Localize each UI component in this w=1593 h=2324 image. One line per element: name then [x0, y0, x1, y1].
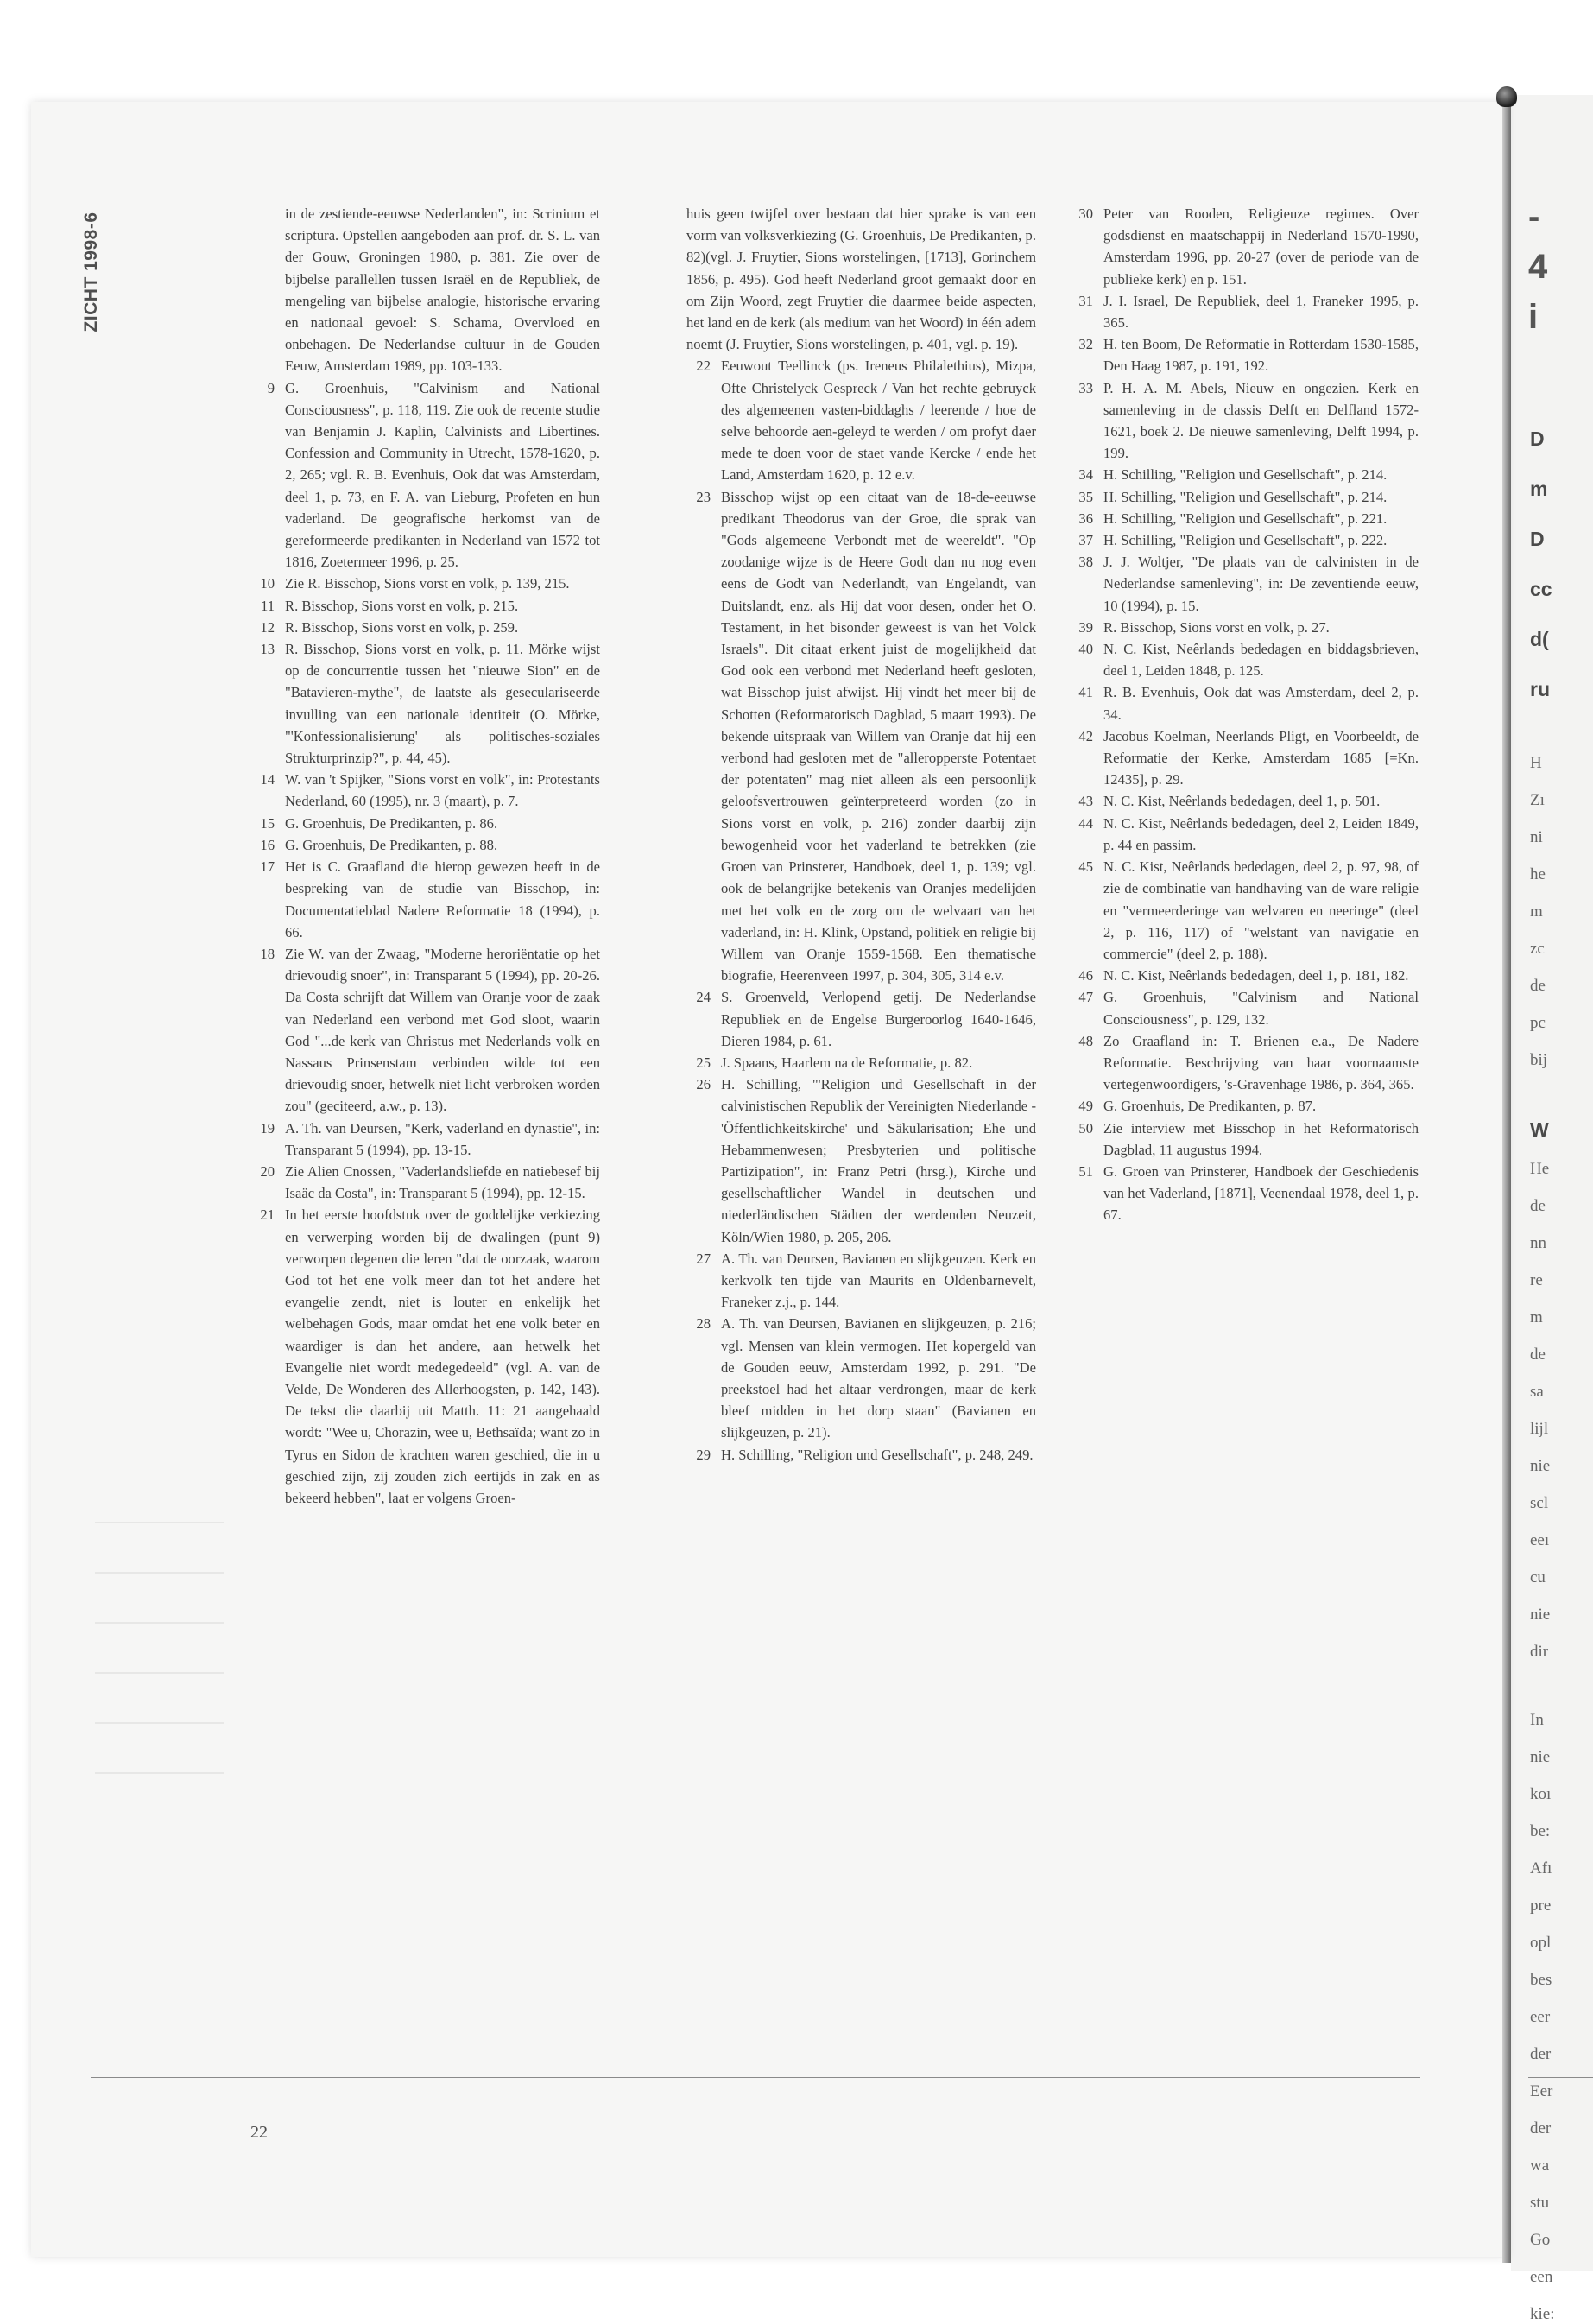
endnote: [1069, 508, 1419, 529]
next-page-fragment: Zı: [1530, 791, 1545, 809]
endnote-text: G. Groenhuis, De Predikanten, p. 87.: [1103, 1098, 1317, 1115]
endnote-number: 35: [1078, 488, 1093, 505]
next-page-fragment: scl: [1530, 1494, 1549, 1512]
next-page-fragment: re: [1530, 1271, 1543, 1289]
endnote: [686, 986, 1036, 1052]
endnote: [1069, 333, 1419, 377]
endnote: [1069, 551, 1419, 617]
next-page-fragment: wa: [1530, 2156, 1550, 2175]
next-page-fragment: cu: [1530, 1568, 1546, 1586]
next-page-fragment: een: [1530, 2268, 1553, 2286]
endnote-text: R. Bisschop, Sions vorst en volk, p. 259.: [285, 618, 519, 636]
next-page-fragment: m: [1530, 902, 1543, 921]
endnote-text: N. C. Kist, Neêrlands bededagen, deel 1, p. 501.: [1103, 793, 1381, 810]
next-page-fragment: H: [1530, 754, 1542, 772]
endnote-text: H. Schilling, "'Religion und Gesellschaft in der calvinistischen Republik der Vereinigten Niederlande - 'Öffentlichkeitskirche' und Säkularisation; Ehe und Hebammenwesen; Presbyterien und politische Partizipation", in: Franz Petri (hrsg.), Kirche und gesellschaftlicher Wandel in deutschen und niederländischen Städten der werdenden Neuzeit, Köln/Wien 1980, p. 205, 206.: [721, 1076, 1036, 1245]
endnote-number: 34: [1078, 466, 1093, 484]
endnote: [1069, 813, 1419, 856]
journal-tag: [79, 186, 104, 358]
next-page-heading-line: -: [1528, 198, 1540, 236]
next-page-fragment: nie: [1530, 1457, 1551, 1475]
endnote: [686, 1313, 1036, 1443]
endnote-text: J. I. Israel, De Republiek, deel 1, Franeker 1995, p. 365.: [1103, 292, 1419, 332]
next-page-fragment: W: [1530, 1118, 1549, 1141]
endnote-number: 15: [260, 814, 275, 832]
next-page-fragment: koı: [1530, 1785, 1552, 1803]
endnote-text: In het eerste hoofdstuk over de goddelijke verkiezing en verwerping worden bij de dwalingen (punt 9) verworpen degenen die leren "dat de oorzaak, waarom God tot het ene volk meer dan tot het andere het evangelie zendt, niet is louter en enkelijk het welbehagen Gods, maar omdat het ene volk beter en waardiger is dan het andere, aan hetwelk het Evangelie niet wordt medegedeeld" (vgl. A. van de Velde, De Wonderen des Allerhoogsten, p. 142, 143). De tekst die daarbij uit Matth. 11: 21 aangehaald wordt: "Wee u, Chorazin, wee u, Bethsaïda; want zo in Tyrus en Sidon de krachten waren geschied, die in u geschied zijn, zij zouden zich eertijds in zak en as bekeerd hebben", laat er volgens Groen-: [285, 1206, 600, 1506]
next-page-fragment: nie: [1530, 1605, 1551, 1624]
endnote-text: G. Groenhuis, "Calvinism and National Consciousness", p. 129, 132.: [1103, 989, 1419, 1028]
endnote-number: 26: [696, 1076, 711, 1093]
next-page-fragment: be:: [1530, 1822, 1551, 1840]
endnote: [1069, 986, 1419, 1029]
endnote-number: 46: [1078, 967, 1093, 985]
endnote-number: 29: [696, 1446, 711, 1463]
show-through: [95, 1722, 224, 1724]
next-page-fragment: lijl: [1530, 1420, 1549, 1438]
endnote-text: H. ten Boom, De Reformatie in Rotterdam 1530-1585, Den Haag 1987, p. 191, 192.: [1103, 336, 1419, 375]
endnote-number: 51: [1078, 1162, 1093, 1180]
endnote: [1069, 1030, 1419, 1096]
endnote-number: 18: [260, 945, 275, 962]
endnote-number: 50: [1078, 1119, 1093, 1137]
endnote: [1069, 529, 1419, 551]
next-page-fragment: sa: [1530, 1383, 1544, 1401]
endnote-text: H. Schilling, "Religion und Gesellschaft", p. 214.: [1103, 488, 1388, 505]
endnote-number: 13: [260, 641, 275, 658]
endnote-text: Peter van Rooden, Religieuze regimes. Over godsdienst en maatschappij in Nederland 1570-1990, Amsterdam 1996, pp. 20-27 (over de periode van de publieke kerk) en p. 151.: [1103, 206, 1419, 288]
endnote-number: 17: [260, 858, 275, 876]
next-page-fragment: de: [1530, 1346, 1546, 1364]
endnote-text: Jacobus Koelman, Neerlands Pligt, en Voorbeeldt, de Reformatie der Kerke, Amsterdam 1685 [=Kn. 12435], p. 29.: [1103, 727, 1419, 788]
notes-column-3: [1069, 203, 1419, 1226]
endnote-number: 47: [1078, 989, 1093, 1006]
endnote: [250, 943, 600, 1118]
endnote: [686, 1444, 1036, 1466]
show-through: [95, 1572, 224, 1574]
next-page-fragment: eer: [1530, 2008, 1551, 2026]
endnote-text: G. Groenhuis, De Predikanten, p. 88.: [285, 836, 498, 853]
next-page-fragment: m: [1530, 1308, 1543, 1327]
endnote-text: Bisschop wijst op een citaat van de 18-de-eeuwse predikant Theodorus van der Groe, die sprak van "Gods algemeene Verbondt met de weereldt". "Op zoodanige wijze is de Heere Godt dan nu nog even eens de Godt van Nederlandt, van Engelandt, van Duitslandt, enz. als Hij dat voor desen, onder het O. Testament, in het bisonder geweest is van het Volck Israels". Dit citaat erkent juist de mogelijkheid dat God ook een verbond met Nederland heeft gesloten, wat Bisschop juist afwijst. Hij vindt het meer bij de Schotten (Reformatorisch Dagblad, 5 maart 1993). De bekende uitspraak van Willem van Oranje dat hij een verbond had gesloten met de "alleropperste Potentaet der potentaten" mag niet alleen als een persoonlijk geloofsvertrouwen geïnterpreteerd worden (zo in Sions vorst en volk, p. 216) zonder daarbij zijn bewogenheid voor het vaderland te betrekken (zie Groen van Prinsterer, Handboek, deel 1, p. 139; vgl. ook de belangrijke betekenis van Oranjes medelijden met het volk en de zorg om de welvaart van het vaderland, in: H. Klink, Opstand, politiek en religie bij Willem van Oranje 1559-1568. Een thematische biografie, Heerenveen 1997, p. 304, 305, 314 e.v.: [721, 488, 1036, 985]
endnote: [250, 769, 600, 812]
endnote-text: R. Bisschop, Sions vorst en volk, p. 11. Mörke wijst op de concurrentie tussen het "nieuwe Sion" en de "Batavieren-mythe", de laatste als geseculariseerde invulling van een nationale identiteit (O. Mörke, "'Konfessionalisierung' als politisches-soziales Strukturprinzip?", p. 44, 45).: [285, 641, 600, 767]
endnote: [1069, 1161, 1419, 1226]
next-page-fragment: der: [1530, 2045, 1552, 2063]
next-page-fragment: der: [1530, 2119, 1552, 2137]
endnote-number: 12: [260, 618, 275, 636]
endnote-number: 42: [1078, 727, 1093, 744]
endnote-number: 19: [260, 1119, 275, 1137]
endnote-text: G. Groen van Prinsterer, Handboek der Geschiedenis van het Vaderland, [1871], Veenendaal 1978, deel 1, p. 67.: [1103, 1162, 1419, 1224]
endnote-text: N. C. Kist, Neêrlands bededagen, deel 1, p. 181, 182.: [1103, 967, 1409, 985]
next-page-fragment: D: [1530, 427, 1545, 450]
endnote-number: 27: [696, 1250, 711, 1267]
endnote: [250, 638, 600, 769]
next-page-fragment: cc: [1530, 578, 1552, 600]
endnote: [250, 377, 600, 573]
next-page-heading-line: 4: [1528, 248, 1548, 286]
endnote-text: A. Th. van Deursen, Bavianen en slijkgeuzen. Kerk en kerkvolk ten tijde van Maurits en Oldenbarnevelt, Franeker z.j., p. 144.: [721, 1250, 1036, 1311]
endnote-text: P. H. A. M. Abels, Nieuw en ongezien. Kerk en samenleving in de classis Delft en Delfland 1572-1621, boek 2. De nieuwe samenleving, Delft 1994, p. 199.: [1103, 379, 1419, 462]
next-page-heading: [1528, 192, 1547, 342]
endnote-text: R. Bisschop, Sions vorst en volk, p. 27.: [1103, 618, 1330, 636]
endnote: [1069, 464, 1419, 485]
endnote-number: 28: [696, 1315, 711, 1333]
endnote-number: 9: [267, 379, 275, 396]
endnote-number: 38: [1078, 554, 1093, 571]
endnote: [250, 1204, 600, 1509]
next-page-fragment: nn: [1530, 1234, 1546, 1252]
endnote-number: 33: [1078, 379, 1093, 396]
endnote-number: 11: [261, 597, 275, 614]
endnote: [250, 834, 600, 856]
endnote-text: G. Groenhuis, De Predikanten, p. 86.: [285, 814, 498, 832]
book-spine: [1502, 95, 1511, 2263]
endnote-text: Het is C. Graafland die hierop gewezen heeft in de bespreking van de studie van Bisschop, in: Documentatieblad Nadere Reformatie 18 (1994), p. 66.: [285, 858, 600, 940]
endnote: [1069, 203, 1419, 290]
endnote: [1069, 790, 1419, 812]
endnote-number: 31: [1078, 292, 1093, 309]
endnote: [250, 1161, 600, 1204]
endnote: [1069, 377, 1419, 465]
endnote-text: Zie R. Bisschop, Sions vorst en volk, p. 139, 215.: [285, 575, 570, 592]
endnote: [250, 573, 600, 594]
endnote: [250, 617, 600, 638]
endnote-text: H. Schilling, "Religion und Gesellschaft", p. 221.: [1103, 510, 1388, 527]
show-through: [95, 1622, 224, 1624]
endnote-number: 30: [1078, 206, 1093, 222]
next-page-edge: [1511, 95, 1593, 2271]
endnote-number: 25: [696, 1054, 711, 1071]
endnote: [250, 1118, 600, 1161]
next-page-fragment: stu: [1530, 2194, 1550, 2212]
next-page-heading-line: i: [1528, 298, 1539, 336]
journal-tag-text: ZICHT 1998-6: [81, 212, 101, 332]
endnote-text: R. Bisschop, Sions vorst en volk, p. 215.: [285, 597, 519, 614]
notes-column-2: [686, 203, 1036, 1466]
binding-pin-icon: [1496, 86, 1517, 107]
next-page-fragment: pre: [1530, 1897, 1552, 1915]
endnote-number: 22: [696, 358, 711, 375]
endnote: [1069, 725, 1419, 791]
endnote-number: 41: [1078, 684, 1093, 701]
next-page-fragment: he: [1530, 865, 1546, 883]
next-page-fragment: opl: [1530, 1934, 1552, 1952]
endnote-text: Zie interview met Bisschop in het Reformatorisch Dagblad, 11 augustus 1994.: [1103, 1119, 1419, 1158]
endnote-text: S. Groenveld, Verlopend getij. De Nederlandse Republiek en de Engelse Burgeroorlog 1640-1646, Dieren 1984, p. 61.: [721, 989, 1036, 1049]
next-page-fragment: nie: [1530, 1748, 1551, 1766]
endnote: [686, 355, 1036, 485]
endnote: [1069, 1095, 1419, 1117]
next-page-fragment: ni: [1530, 828, 1543, 846]
next-page-rule: [1528, 2077, 1593, 2078]
notes-column-1: [250, 203, 600, 1509]
endnote-text: H. Schilling, "Religion und Gesellschaft", p. 222.: [1103, 532, 1388, 549]
endnote: [1069, 486, 1419, 508]
endnote-text: W. van 't Spijker, "Sions vorst en volk", in: Protestants Nederland, 60 (1995), nr. 3 (maart), p. 7.: [285, 771, 600, 810]
next-page-fragment: Go: [1530, 2231, 1551, 2249]
endnote: [250, 595, 600, 617]
endnote-number: 39: [1078, 618, 1093, 636]
next-page-fragment: zc: [1530, 940, 1545, 958]
endnote-number: 21: [260, 1206, 275, 1224]
endnote-number: 36: [1078, 510, 1093, 527]
endnote-number: 44: [1078, 814, 1093, 832]
endnote-text: Zie Alien Cnossen, "Vaderlandsliefde en natiebesef bij Isaäc da Costa", in: Transparant 5 (1994), pp. 12-15.: [285, 1162, 600, 1202]
endnote: [1069, 1118, 1419, 1161]
endnote-number: 24: [696, 989, 711, 1006]
endnote: [686, 1073, 1036, 1248]
endnote: [250, 813, 600, 834]
endnote-number: 48: [1078, 1032, 1093, 1049]
endnote: [250, 203, 600, 377]
next-page-fragment: In: [1530, 1711, 1544, 1729]
endnote-text: J. J. Woltjer, "De plaats van de calvinisten in de Nederlandse samenleving", in: De zeventiende eeuw, 10 (1994), p. 15.: [1103, 554, 1419, 614]
endnote-number: 16: [260, 836, 275, 853]
next-page-fragment: D: [1530, 528, 1545, 550]
next-page-fragment: eeı: [1530, 1531, 1550, 1549]
endnote-text: Eeuwout Teellinck (ps. Ireneus Philalethius), Mizpa, Ofte Christelyck Gespreck / Van het rechte gebruyck des algemeenen vasten-biddaghs / leerende / hoe de selve behoorde aen-geleyd te werden / om profyt daer mede te doen voor de staet vande Kercke / ende het Land, Amsterdam 1620, p. 12 e.v.: [721, 358, 1036, 484]
next-page-fragment: m: [1530, 478, 1548, 500]
next-page-fragment: pc: [1530, 1014, 1546, 1032]
endnote: [686, 1052, 1036, 1073]
next-page-fragment: kie:: [1530, 2305, 1555, 2323]
show-through: [95, 1522, 224, 1523]
next-page-fragment: Afı: [1530, 1859, 1552, 1878]
footer-rule: [91, 2077, 1420, 2078]
endnote-text: Zo Graafland in: T. Brienen e.a., De Nadere Reformatie. Beschrijving van haar voornaamste vertegenwoordigers, 's-Gravenhage 1986, p. 364, 365.: [1103, 1032, 1419, 1093]
endnote-number: 20: [260, 1162, 275, 1180]
endnote-text: Zie W. van der Zwaag, "Moderne heroriëntatie op het drievoudig snoer", in: Transparant 5 (1994), pp. 20-26. Da Costa schrijft dat Willem van Oranje voor de zaak van Nederland een verbond met God sloot, waarin God "...de kerk van Christus met Nederlands volk en Nassaus Prinsenstam verbinden wilde tot een drievoudig snoer, hetwelk niet licht verbroken worden zou" (geciteerd, a.w., p. 13).: [285, 945, 600, 1115]
endnote: [1069, 681, 1419, 725]
endnote-text: G. Groenhuis, "Calvinism and National Consciousness", p. 118, 119. Zie ook de recente studie van Benjamin J. Kaplin, Calvinists and Libertines. Confession and Community in Utrecht, 1578-1620, p. 2, 265; vgl. R. B. Evenhuis, Ook dat was Amsterdam, deel 1, p. 73, en F. A. van Lieburg, Profeten en hun vaderland. De geografische herkomst van de gereformeerde predikanten in Nederland van 1572 tot 1816, Zoetermeer 1996, p. 25.: [285, 379, 600, 571]
next-page-fragment: dir: [1530, 1643, 1549, 1661]
endnote: [250, 856, 600, 943]
endnote-number: 14: [260, 771, 275, 788]
endnote-number: 23: [696, 488, 711, 505]
next-page-fragment: bij: [1530, 1051, 1548, 1069]
endnote-text: in de zestiende-eeuwse Nederlanden", in: Scrinium et scriptura. Opstellen aangeboden aan prof. dr. S. L. van der Gouw, Groningen 1980, p. 381. Zie over de bijbelse parallellen tussen Israël en de Republiek, de mengeling van bijbelse analogie, historische ervaring en nationaal gevoel: S. Schama, Overvloed en onbehagen. De Nederlandse cultuur in de Gouden Eeuw, Amsterdam 1989, pp. 103-133.: [285, 206, 600, 375]
next-page-fragment: Eer: [1530, 2082, 1553, 2100]
endnote-text: H. Schilling, "Religion und Gesellschaft", p. 214.: [1103, 466, 1388, 484]
endnote: [1069, 638, 1419, 681]
endnote-text: A. Th. van Deursen, "Kerk, vaderland en dynastie", in: Transparant 5 (1994), pp. 13-15.: [285, 1119, 600, 1158]
endnote: [686, 1248, 1036, 1314]
endnote: [1069, 290, 1419, 333]
endnote-number: 32: [1078, 336, 1093, 353]
endnote-number: 10: [260, 575, 275, 592]
endnote-number: 49: [1078, 1098, 1093, 1115]
endnote-number: 45: [1078, 858, 1093, 876]
page-number: 22: [250, 2123, 268, 2142]
endnote-text: J. Spaans, Haarlem na de Reformatie, p. 82.: [721, 1054, 973, 1071]
show-through: [95, 1772, 224, 1774]
show-through: [95, 1672, 224, 1674]
endnote-text: R. B. Evenhuis, Ook dat was Amsterdam, deel 2, p. 34.: [1103, 684, 1419, 723]
next-page-fragment: de: [1530, 1197, 1546, 1215]
endnote-text: H. Schilling, "Religion und Gesellschaft", p. 248, 249.: [721, 1446, 1034, 1463]
endnote-text: N. C. Kist, Neêrlands bededagen, deel 2, p. 97, 98, of zie de combinatie van handhaving van de ware religie en "vermeerderinge van welvaren en neeringe" (deel 2, p. 116, 117) of "welstant van navigatie en commercie" (deel 2, p. 188).: [1103, 858, 1419, 962]
endnote: [686, 203, 1036, 355]
endnote-text: N. C. Kist, Neêrlands bededagen, deel 2, Leiden 1849, p. 44 en passim.: [1103, 814, 1419, 853]
next-page-fragment: d(: [1530, 628, 1549, 650]
next-page-fragment: He: [1530, 1160, 1550, 1178]
endnote: [1069, 965, 1419, 986]
endnote-number: 37: [1078, 532, 1093, 549]
next-page-fragment: bes: [1530, 1971, 1552, 1989]
next-page-fragment: de: [1530, 977, 1546, 995]
endnote: [686, 486, 1036, 987]
endnote: [1069, 856, 1419, 965]
endnote: [1069, 617, 1419, 638]
endnote-text: A. Th. van Deursen, Bavianen en slijkgeuzen, p. 216; vgl. Mensen van klein vermogen. Het kopergeld van de Gouden eeuw, Amsterdam 1992, p. 291. "De preekstoel had het altaar verdrongen, maar de kerk bleef midden in het dorp staan" (Bavianen en slijkgeuzen, p. 21).: [721, 1315, 1036, 1441]
next-page-fragment: ru: [1530, 678, 1550, 700]
endnote-number: 43: [1078, 793, 1093, 810]
endnote-text: huis geen twijfel over bestaan dat hier sprake is van een vorm van volksverkiezing (G. Groenhuis, De Predikanten, p. 82)(vgl. J. Fruytier, Sions worstelingen, [1713], Gorinchem 1856, p. 495). God heeft Nederland groot gemaakt door en om Zijn Woord, zegt Fruytier die daarmee beide aspecten, het land en de kerk (als medium van het Woord) in één adem noemt (J. Fruytier, Sions worstelingen, p. 401, vgl. p. 19).: [686, 206, 1036, 353]
endnote-text: N. C. Kist, Neêrlands bededagen en biddagsbrieven, deel 1, Leiden 1848, p. 125.: [1103, 641, 1419, 680]
endnote-number: 40: [1078, 641, 1093, 658]
